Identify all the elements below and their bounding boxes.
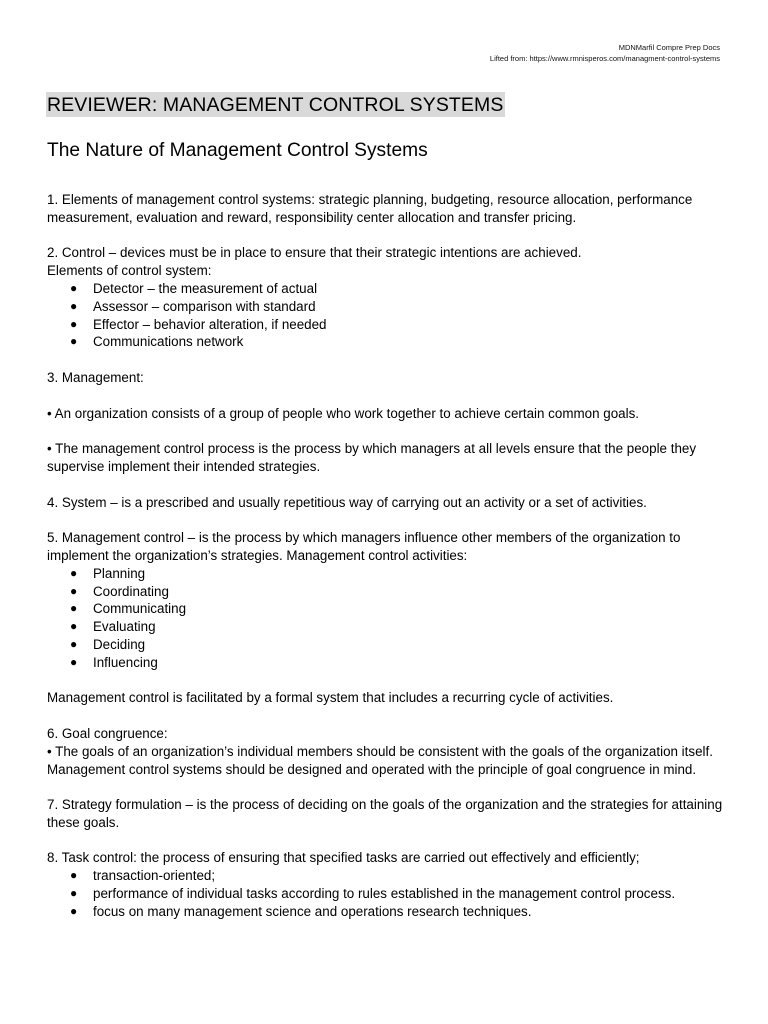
item-2: 2. Control – devices must be in place to ensure that their strategic intentions are achieved. (47, 245, 582, 261)
bullet-icon: ● (70, 903, 78, 918)
bullet-icon: ● (70, 636, 78, 651)
task-control-list (47, 867, 727, 920)
bullet-icon: ● (70, 601, 78, 616)
list-item: ● Assessor – comparison with standard (70, 298, 316, 314)
item-4: 4. System – is a prescribed and usually repetitious way of carrying out an activity or a set of activities. (47, 494, 647, 510)
section-title: The Nature of Management Control Systems (47, 140, 428, 161)
bullet-icon: ● (70, 565, 78, 580)
list-item: ● Detector – the measurement of actual (70, 280, 318, 296)
item-5: 5. Management control – is the process by which managers influence other members of the organization to implement the organization’s strategies. Management control activities: (47, 530, 681, 563)
bullet-icon: ● (70, 868, 78, 883)
list-item: ● Effector – behavior alteration, if needed (70, 316, 327, 332)
list-item: ● Communications network (70, 334, 244, 350)
item-1: 1. Elements of management control systems: strategic planning, budgeting, resource allocation, performance measurement, evaluation and reward, responsibility center allocation and transfer pricing. (47, 192, 693, 225)
bullet-icon: ● (70, 583, 78, 598)
document-body (47, 92, 727, 921)
bullet-icon: ● (70, 886, 78, 901)
item-3-point-1: • An organization consists of a group of people who work together to achieve certain common goals. (47, 405, 639, 421)
header-source-link: Lifted from: https://www.rmnisperos.com/managment-control-systems (489, 54, 720, 63)
header-note (490, 42, 720, 64)
item-6-point-1: • The goals of an organization’s individual members should be consistent with the goals of the organization itself. Management control systems should be designed and operated with the principle of goal congruence in mind. (47, 743, 713, 777)
item-7: 7. Strategy formulation – is the process of deciding on the goals of the organization and the strategies for attaining these goals. (47, 797, 723, 830)
item-3: 3. Management: (47, 369, 144, 385)
item-6: 6. Goal congruence: (47, 725, 168, 741)
bullet-icon: ● (70, 280, 78, 295)
header-source-label: MDNMarfil Compre Prep Docs (618, 43, 720, 52)
list-item: ● Planning (70, 565, 146, 581)
list-item: ● focus on many management science and operations research techniques. (70, 903, 532, 919)
item-2-subheading: Elements of control system: (47, 263, 212, 279)
bullet-icon: ● (70, 316, 78, 331)
item-3-point-2: • The management control process is the process by which managers at all levels ensure that the people they supervise implement their intended strategies. (47, 441, 697, 474)
list-item: ● Deciding (70, 636, 146, 652)
control-elements-list (47, 280, 727, 351)
list-item: ● transaction-oriented; (70, 868, 216, 884)
control-activities-list (47, 565, 727, 672)
item-5-note: Management control is facilitated by a formal system that includes a recurring cycle of activities. (47, 690, 614, 706)
bullet-icon: ● (70, 298, 78, 313)
list-item: ● performance of individual tasks according to rules established in the management control process. (70, 886, 676, 902)
list-item: ● Communicating (70, 601, 187, 617)
bullet-icon: ● (70, 334, 78, 349)
list-item: ● Coordinating (70, 583, 169, 599)
bullet-icon: ● (70, 654, 78, 669)
list-item: ● Influencing (70, 654, 158, 670)
list-item: ● Evaluating (70, 619, 156, 635)
bullet-icon: ● (70, 619, 78, 634)
item-8: 8. Task control: the process of ensuring that specified tasks are carried out effectively and efficiently; (47, 850, 640, 866)
document-title: REVIEWER: MANAGEMENT CONTROL SYSTEMS (47, 94, 504, 116)
